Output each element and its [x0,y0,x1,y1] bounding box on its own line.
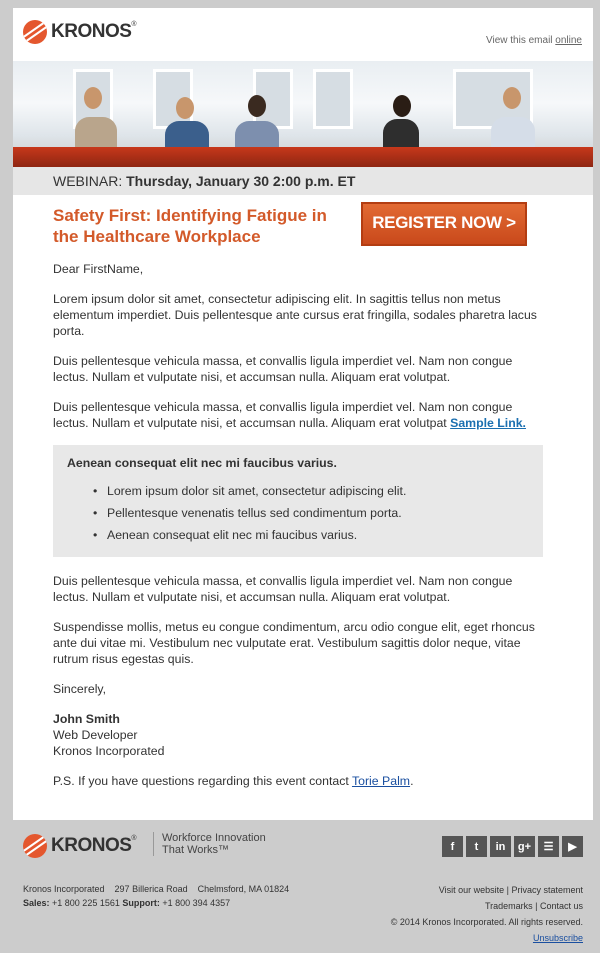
address-line: Kronos Incorporated 297 Billerica Road Chelmsford, MA 01824 [23,884,290,894]
person-head [503,87,521,109]
tagline: Workforce Innovation That Works™ [153,832,266,856]
googleplus-icon[interactable]: g+ [514,836,535,857]
paragraph: Duis pellentesque vehicula massa, et convallis ligula imperdiet vel. Nam non congue lectus. Nullam et vulputate nisi, et accumsan nulla. Aliquam erat volutpat. [53,354,513,384]
footer-kronos-logo[interactable] [23,834,136,858]
person-head [393,95,411,117]
table-shape [13,147,593,167]
logo-text: KRONOS® [51,21,137,42]
callout-box [53,445,543,557]
view-online-link[interactable]: online [555,35,582,46]
closing: Sincerely, [53,682,107,696]
linkedin-icon[interactable]: in [490,836,511,857]
kronos-logo-icon [23,20,47,44]
view-online-text: View this email online [486,35,582,46]
phone-line: Sales: +1 800 225 1561 Support: +1 800 394 4357 [23,898,231,908]
webinar-label: WEBINAR: [53,173,127,189]
webinar-title: Safety First: Identifying Fatigue in the Healthcare Workplace [53,206,327,246]
person-head [176,97,194,119]
webinar-datetime: Thursday, January 30 2:00 p.m. ET [126,173,356,189]
signature [53,711,543,759]
signature-name: John Smith [53,712,120,726]
trademarks-link[interactable]: Trademarks [484,901,533,911]
contact-person-link[interactable]: Torie Palm [351,774,411,788]
visit-website-link[interactable]: Visit our website [438,885,505,895]
kronos-logo[interactable] [23,20,136,44]
paragraph: Lorem ipsum dolor sit amet, consectetur adipiscing elit. In sagittis tellus non metus elementum imperdiet. Duis pellentesque ante cursus erat fringilla, sodales pharetra lacus porta. [53,292,537,338]
youtube-icon[interactable]: ▶ [562,836,583,857]
footer-legal: Visit our website | Privacy statement Trademarks | Contact us © 2014 Kronos Incorporated. All rights reserved. Unsubscribe [390,885,583,943]
paragraph: Duis pellentesque vehicula massa, et convallis ligula imperdiet vel. Nam non congue lectus. Nullam et vulputate nisi, et accumsan nulla. Aliquam erat volutpat. [53,574,513,604]
paragraph: Suspendisse mollis, metus eu congue condimentum, arcu odio congue elit, eget rhoncus ante dui vitae mi. Vestibulum nec vulputate erat. Vestibulum sagittis dolor neque, vitae rutrum risus egestas quis. [53,620,535,666]
email-body [53,261,543,803]
callout-list [67,483,529,543]
window-shape [313,69,353,129]
postscript: P.S. If you have questions regarding this event contact Torie Palm. [53,774,414,788]
list-item: • Aenean consequat elit nec mi faucibus varius. [93,527,529,543]
signature-company: Kronos Incorporated [53,744,165,758]
twitter-icon[interactable]: t [466,836,487,857]
greeting: Dear FirstName, [53,262,144,276]
webinar-bar [13,167,593,195]
email-header [13,8,593,60]
social-icons [442,836,583,857]
contact-link[interactable]: Contact us [539,901,583,911]
register-now-button[interactable]: REGISTER NOW > [361,202,527,246]
copyright: © 2014 Kronos Incorporated. All rights reserved. [390,917,583,927]
rss-icon[interactable]: ☰ [538,836,559,857]
list-item: • Lorem ipsum dolor sit amet, consectetur adipiscing elit. [93,483,529,499]
callout-heading: Aenean consequat elit nec mi faucibus varius. [67,456,337,470]
facebook-icon[interactable]: f [442,836,463,857]
person-head [84,87,102,109]
hero-image [13,61,593,167]
person-head [248,95,266,117]
list-item: • Pellentesque venenatis tellus sed condimentum porta. [93,505,529,521]
email-container [13,8,593,820]
email-footer [13,820,593,953]
kronos-logo-icon [23,834,47,858]
sample-link[interactable]: Sample Link. [450,416,526,430]
signature-title: Web Developer [53,728,138,742]
privacy-link[interactable]: Privacy statement [511,885,583,895]
logo-text: KRONOS® [51,835,137,856]
paragraph: Duis pellentesque vehicula massa, et convallis ligula imperdiet vel. Nam non congue lectus. Nullam et vulputate nisi, et accumsan nulla. Aliquam erat volutpat Sample Link. [53,400,526,430]
footer-address [23,882,289,910]
unsubscribe-link[interactable]: Unsubscribe [532,933,583,943]
